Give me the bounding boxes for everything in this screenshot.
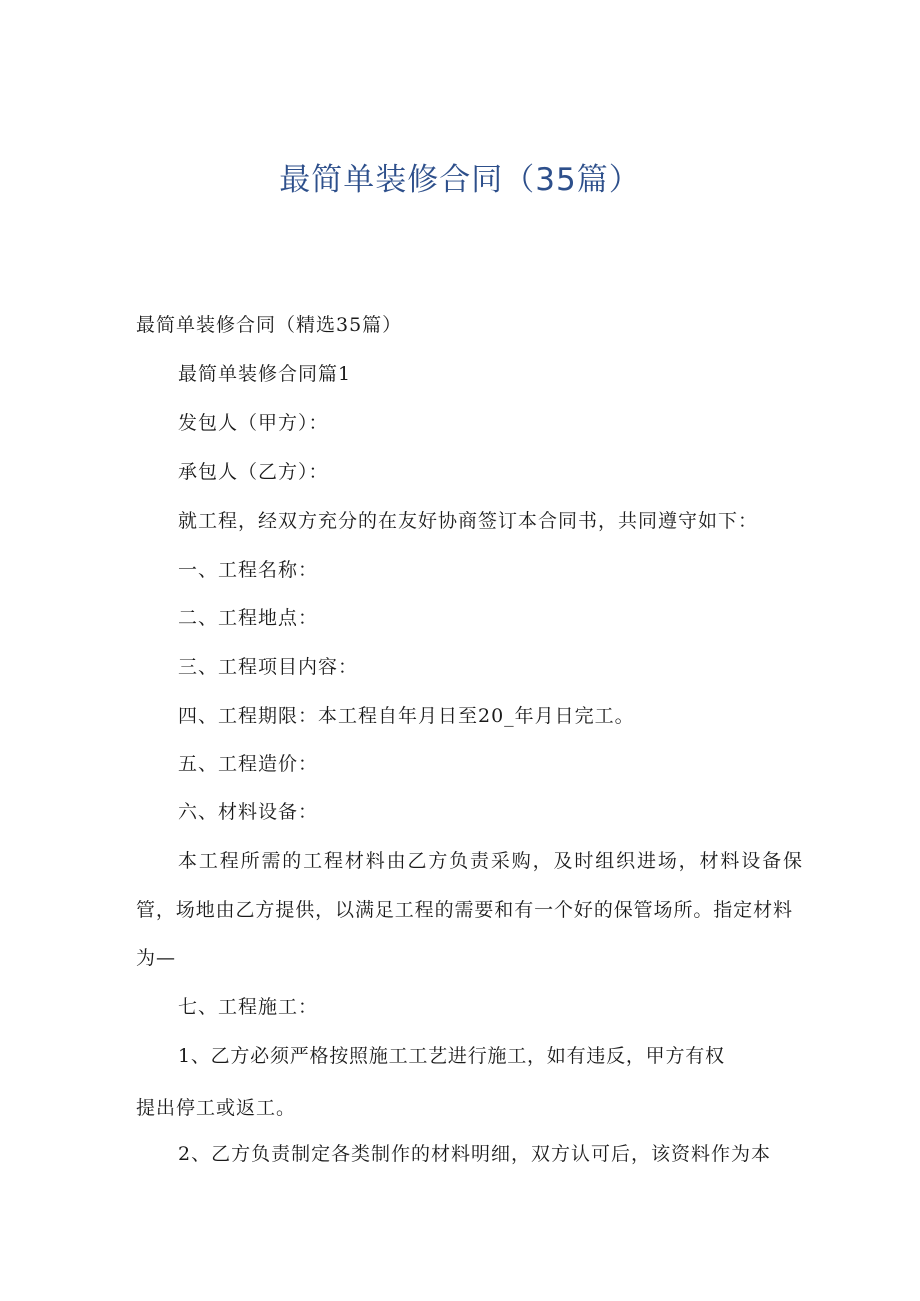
item-project-content: 三、工程项目内容： (178, 656, 359, 678)
clause-2-line-1: 2、乙方负责制定各类制作的材料明细，双方认可后，该资料作为本 (178, 1143, 770, 1165)
materials-paragraph-line-2: 管，场地由乙方提供，以满足工程的需要和有一个好的保管场所。指定材料 (136, 899, 792, 921)
document-subtitle: 最简单装修合同（精选35篇） (136, 314, 403, 336)
document-title: 最简单装修合同（35篇） (279, 162, 641, 198)
materials-paragraph-line-1: 本工程所需的工程材料由乙方负责采购，及时组织进场，材料设备保 (178, 850, 802, 872)
contract-heading: 最简单装修合同篇1 (178, 363, 352, 385)
item-construction: 七、工程施工： (178, 996, 319, 1018)
clause-1-line-1: 1、乙方必须严格按照施工工艺进行施工，如有违反，甲方有权 (178, 1045, 724, 1067)
party-a-line: 发包人（甲方）： (178, 412, 329, 434)
clause-1-line-2: 提出停工或返工。 (136, 1097, 297, 1119)
item-project-name: 一、工程名称： (178, 559, 319, 581)
party-b-line: 承包人（乙方）： (178, 461, 329, 483)
intro-paragraph: 就工程，经双方充分的在友好协商签订本合同书，共同遵守如下： (178, 510, 759, 532)
item-project-location: 二、工程地点： (178, 607, 319, 629)
item-materials: 六、材料设备： (178, 801, 319, 823)
item-project-period: 四、工程期限：本工程自年月日至20_年月日完工。 (178, 705, 635, 727)
materials-paragraph-line-3: 为— (136, 947, 177, 969)
item-project-cost: 五、工程造价： (178, 753, 319, 775)
